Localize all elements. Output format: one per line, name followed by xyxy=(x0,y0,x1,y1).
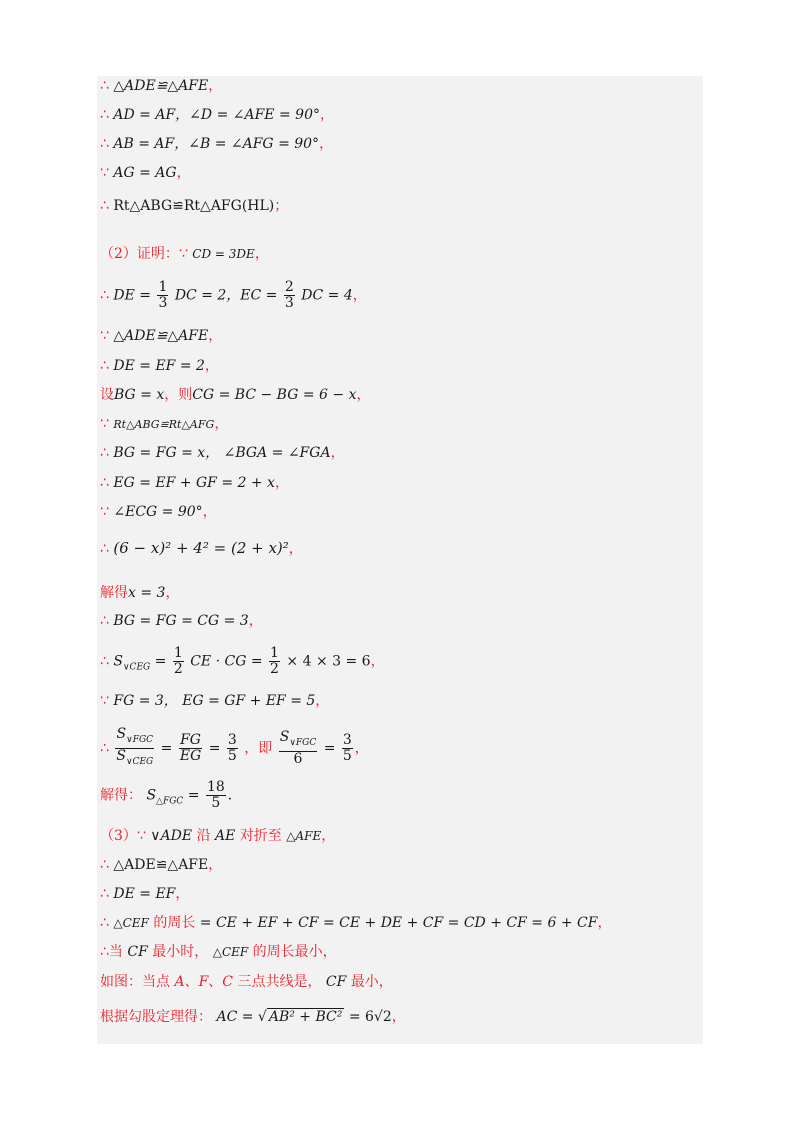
line-1: ∴ △ADE≌△AFE， xyxy=(100,78,223,94)
fraction-eighteen-fifths: $\frac{18}{5}$ xyxy=(206,779,225,811)
line-19: ∵ FG = 3， EG = GF + EF = 5， xyxy=(100,693,330,709)
line-27: 如图：当点 A、F、C 三点共线是， CF 最小， xyxy=(100,974,393,990)
line-10: 设BG = x，则CG = BC − BG = 6 − x， xyxy=(100,387,371,403)
line-9: ∴ DE = EF = 2， xyxy=(100,358,219,374)
fraction-one-half-2: $\frac{1}{2}$ xyxy=(270,645,279,677)
line-16: 解得x = 3， xyxy=(100,585,180,601)
line-28: 根据勾股定理得： AC = √ AB² + BC² = 6√2， xyxy=(100,1009,406,1025)
fraction-area-ratio: $\frac{S_{\vee FGC}}{S_{\vee CEG}}$ xyxy=(116,726,154,767)
fraction-two-thirds: $\frac{2}{3}$ xyxy=(284,279,294,311)
line-25: ∴ △CEF 的周长 = CE + EF + CF = CE + DE + CF = CD + CF = 6 + CF， xyxy=(100,915,612,931)
line-22: （3）∵ ∨ADE 沿 AE 对折至 △AFE， xyxy=(100,828,336,844)
line-20: ∴ $\frac{S_{\vee FGC}}{S_{\vee CEG}}$ = $\frac{FG}{EG}$ = $\frac{3}{5}$ ，即 $\frac{S_{\vee FGC}}{6}$ = $\frac{3}{5}$ ， xyxy=(100,727,369,770)
line-12: ∴ BG = FG = x， ∠BGA = ∠FGA， xyxy=(100,445,345,461)
line-6: （2）证明：∵ CD = 3DE， xyxy=(100,246,269,262)
fraction-three-fifths: $\frac{3}{5}$ xyxy=(227,731,237,764)
line-17: ∴ BG = FG = CG = 3， xyxy=(100,613,263,629)
line-23: ∴ △ADE≌△AFE， xyxy=(100,857,223,873)
line-26: ∴当 CF 最小时， △CEF 的周长最小， xyxy=(100,944,337,960)
fraction-one-third: $\frac{1}{3}$ xyxy=(158,279,168,311)
fraction-one-half: $\frac{1}{2}$ xyxy=(173,645,183,677)
line-14: ∵ ∠ECG = 90°， xyxy=(100,504,217,520)
line-18: ∴ $S_{\vee CEG}$ = $\frac{1}{2}$ CE · CG = $\frac{1}{2}$ × 4 × 3 = 6， xyxy=(100,645,385,677)
fraction-fg-eg: $\frac{FG}{EG}$ xyxy=(179,731,202,764)
line-11: ∵ Rt△ABG≌Rt△AFG， xyxy=(100,416,229,432)
line-15: ∴ (6 − x)² + 4² = (2 + x)²， xyxy=(100,539,303,557)
line-7: ∴ DE = $\frac{1}{3}$ DC = 2，EC = $\frac{2}{3}$ DC = 4， xyxy=(100,279,367,311)
line-2: ∴ AD = AF，∠D = ∠AFE = 90°， xyxy=(100,107,334,123)
line-4: ∵ AG = AG， xyxy=(100,165,191,181)
line-5: ∴ Rt△ABG≌Rt△AFG(HL)； xyxy=(100,198,289,214)
line-13: ∴ EG = EF + GF = 2 + x， xyxy=(100,475,289,491)
line-21: 解得： $S_{\triangle FGC}$ = $\frac{18}{5}$ ． xyxy=(100,779,242,811)
line-24: ∴ DE = EF， xyxy=(100,886,190,902)
line-3: ∴ AB = AF，∠B = ∠AFG = 90°， xyxy=(100,136,334,152)
fraction-s-over-six: $\frac{S_{\vee FGC}}{6}$ xyxy=(279,728,317,767)
fraction-three-fifths-2: $\frac{3}{5}$ xyxy=(342,731,352,764)
line-8: ∵ △ADE≌△AFE， xyxy=(100,328,223,344)
